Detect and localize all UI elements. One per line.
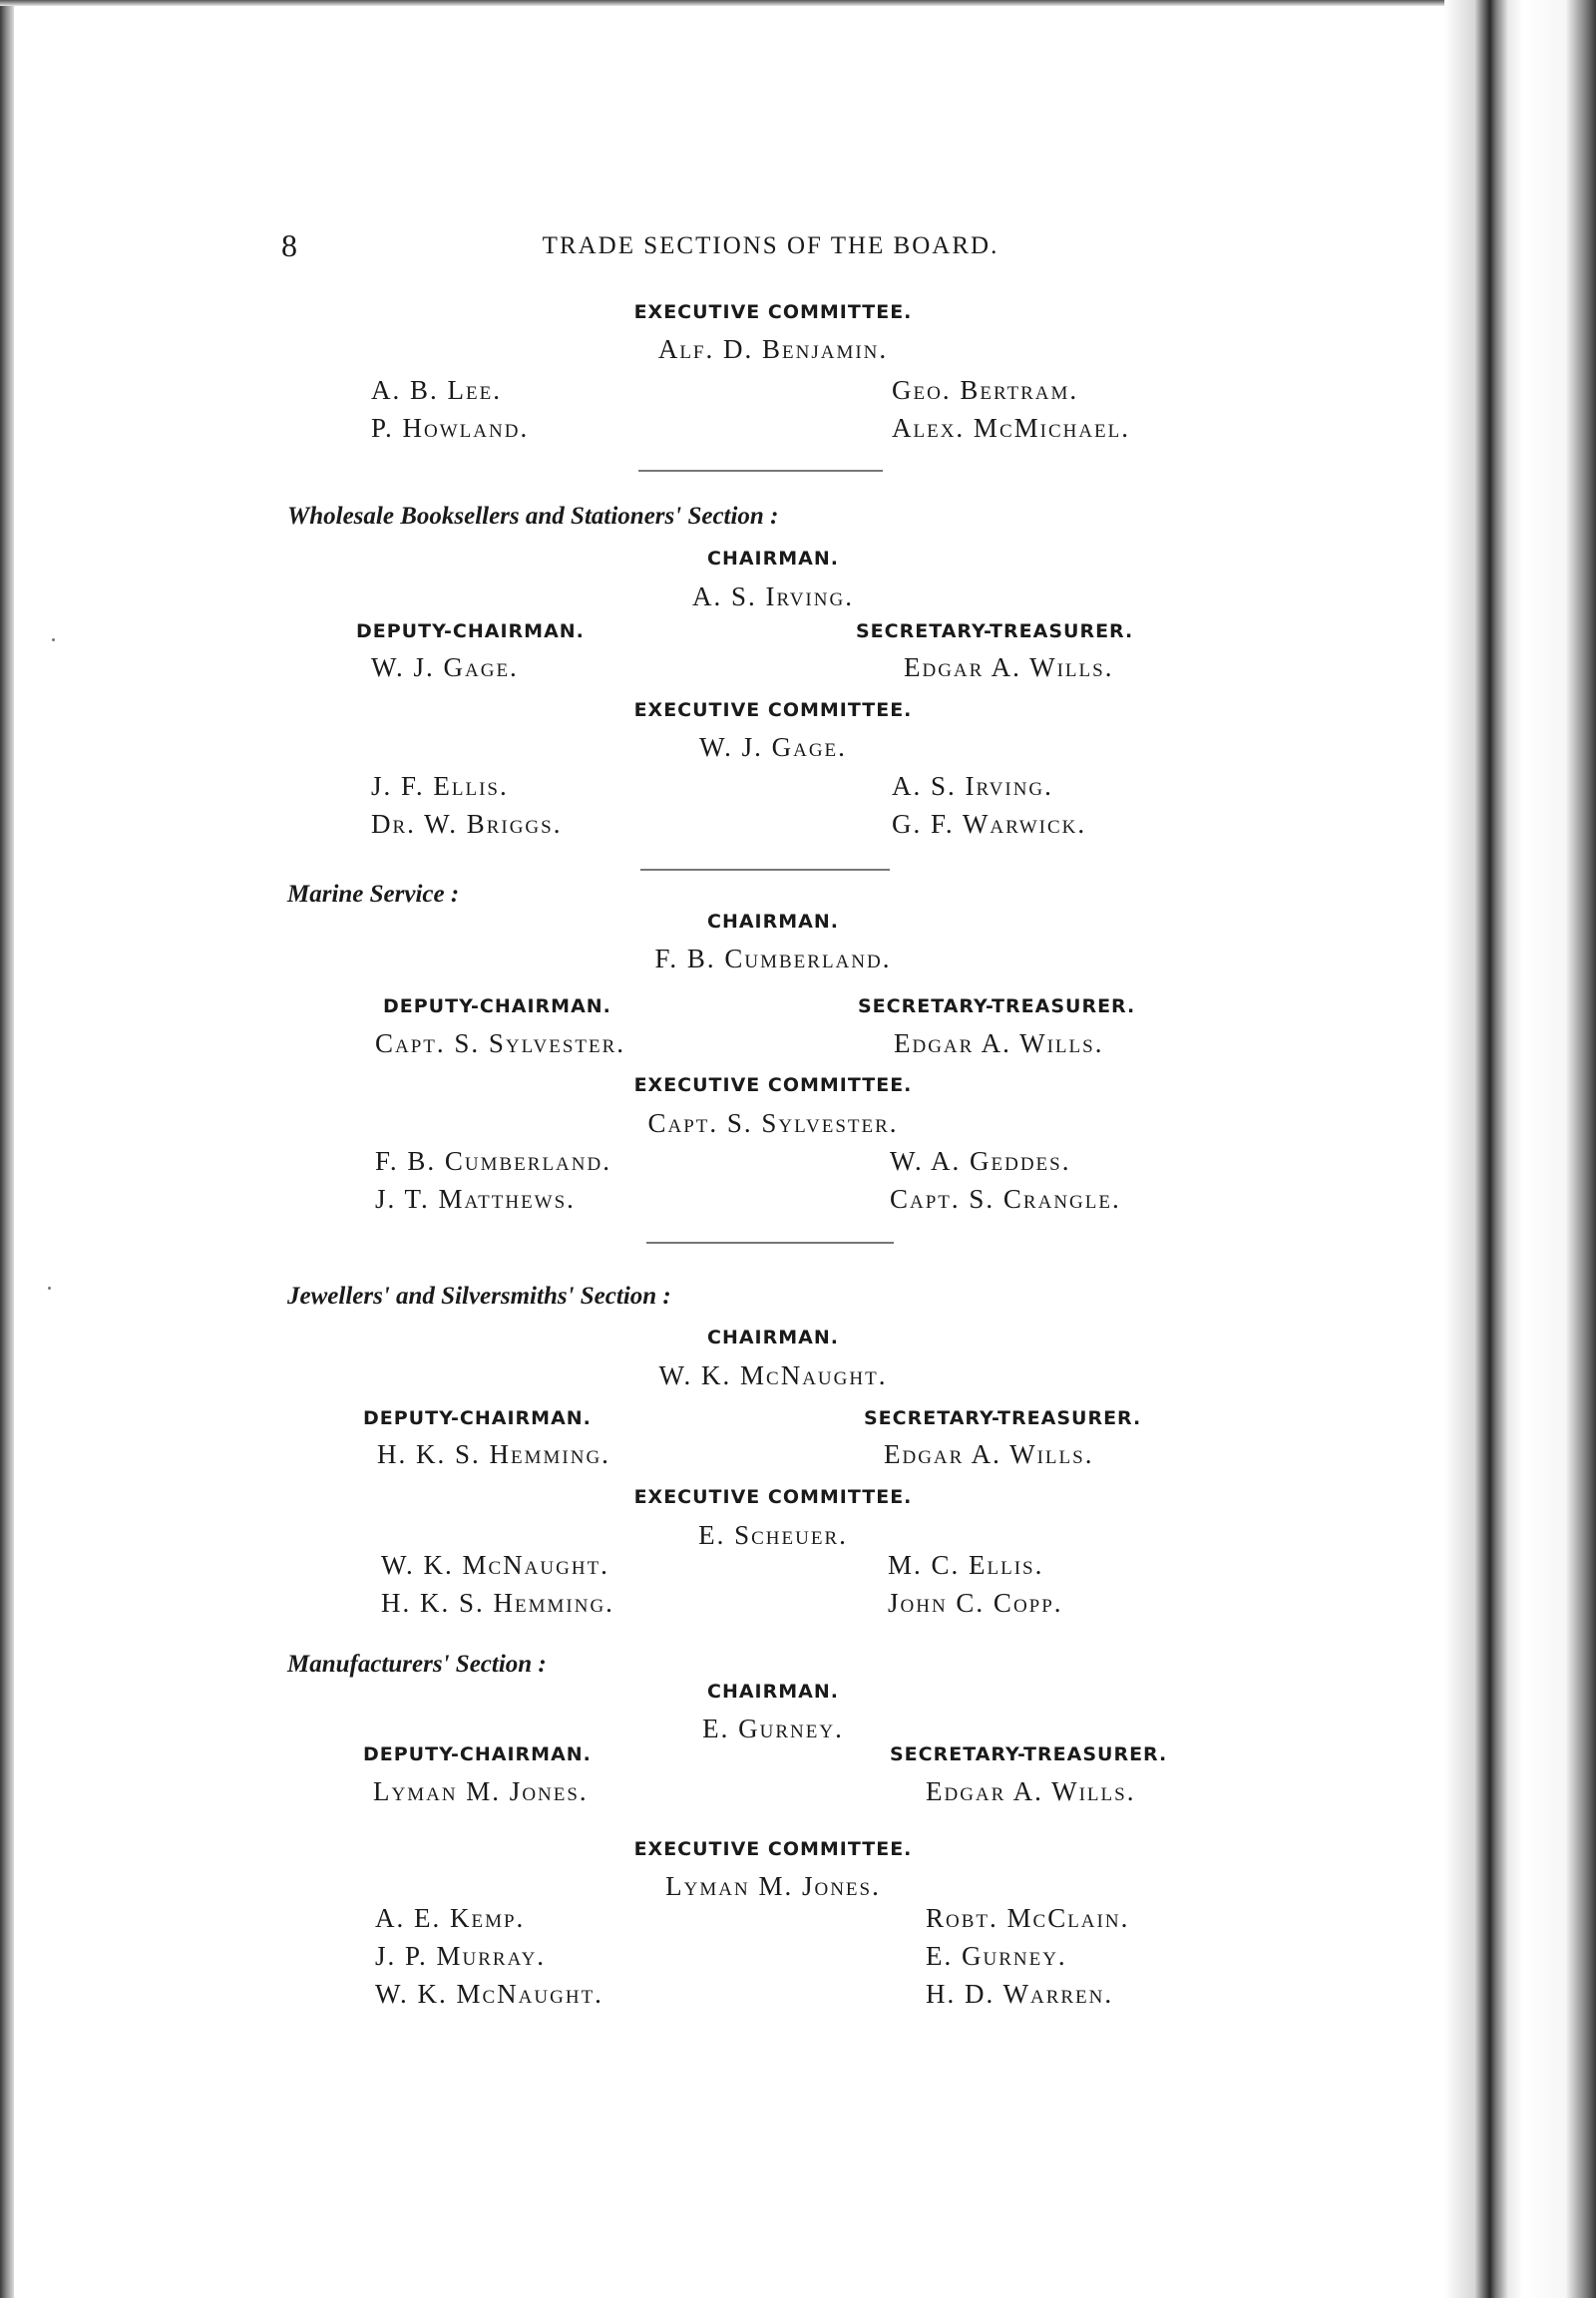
secretary-treasurer-heading: SECRETARY-TREASURER. bbox=[864, 1407, 1142, 1429]
deputy-chairman-heading: DEPUTY-CHAIRMAN. bbox=[363, 1407, 592, 1429]
deputy-chairman-heading: DEPUTY-CHAIRMAN. bbox=[356, 620, 585, 642]
member-left: H. K. S. Hemming. bbox=[381, 1588, 614, 1618]
section-title: Marine Service : bbox=[287, 881, 460, 908]
member-right: Alex. McMichael. bbox=[892, 413, 1131, 443]
deputy-chairman-name: H. K. S. Hemming. bbox=[377, 1439, 610, 1469]
member-right: H. D. Warren. bbox=[926, 1979, 1114, 2009]
chairman-heading: CHAIRMAN. bbox=[707, 548, 839, 570]
member-left: J. F. Ellis. bbox=[371, 771, 509, 801]
secretary-treasurer-heading: SECRETARY-TREASURER. bbox=[856, 620, 1134, 642]
member-left: J. T. Matthews. bbox=[375, 1184, 576, 1214]
member-right: A. S. Irving. bbox=[892, 771, 1053, 801]
divider bbox=[638, 470, 883, 472]
chairman-name: A. S. Irving. bbox=[692, 581, 854, 611]
chairman-name: F. B. Cumberland. bbox=[654, 944, 892, 973]
chairman-heading: CHAIRMAN. bbox=[707, 1327, 839, 1348]
chairman-name: E. Gurney. bbox=[702, 1714, 844, 1743]
book-gutter bbox=[1444, 0, 1596, 2298]
deputy-chairman-name: Lyman M. Jones. bbox=[373, 1776, 589, 1806]
exec-committee-heading: EXECUTIVE COMMITTEE. bbox=[633, 699, 913, 721]
secretary-treasurer-name: Edgar A. Wills. bbox=[884, 1439, 1094, 1469]
member-right: M. C. Ellis. bbox=[888, 1550, 1044, 1580]
member-left: P. Howland. bbox=[371, 413, 530, 443]
deputy-chairman-heading: DEPUTY-CHAIRMAN. bbox=[363, 1743, 592, 1765]
member-left: A. B. Lee. bbox=[371, 375, 502, 405]
page-top-shadow bbox=[0, 0, 1456, 6]
member-left: F. B. Cumberland. bbox=[375, 1146, 611, 1176]
deputy-chairman-heading: DEPUTY-CHAIRMAN. bbox=[383, 995, 611, 1017]
page-edge-shadow bbox=[0, 0, 14, 2298]
deputy-chairman-name: W. J. Gage. bbox=[371, 652, 519, 682]
section-title: Manufacturers' Section : bbox=[287, 1651, 547, 1678]
member-right: Geo. Bertram. bbox=[892, 375, 1079, 405]
member-right: Robt. McClain. bbox=[926, 1903, 1130, 1933]
page-number: 8 bbox=[281, 227, 297, 263]
secretary-treasurer-name: Edgar A. Wills. bbox=[894, 1028, 1104, 1058]
exec-lead: Lyman M. Jones. bbox=[665, 1871, 881, 1901]
scan-speck bbox=[52, 638, 55, 641]
section-title: Wholesale Booksellers and Stationers' Section : bbox=[287, 503, 779, 530]
member-left: W. K. McNaught. bbox=[375, 1979, 603, 2009]
secretary-treasurer-name: Edgar A. Wills. bbox=[926, 1776, 1136, 1806]
exec-committee-heading: EXECUTIVE COMMITTEE. bbox=[633, 1486, 913, 1508]
member-right: W. A. Geddes. bbox=[890, 1146, 1071, 1176]
member-left: J. P. Murray. bbox=[375, 1941, 547, 1971]
scan-speck bbox=[48, 1287, 51, 1290]
exec-lead: E. Scheuer. bbox=[698, 1520, 848, 1550]
secretary-treasurer-name: Edgar A. Wills. bbox=[904, 652, 1114, 682]
member-left: A. E. Kemp. bbox=[375, 1903, 526, 1933]
secretary-treasurer-heading: SECRETARY-TREASURER. bbox=[890, 1743, 1168, 1765]
exec-committee-heading: EXECUTIVE COMMITTEE. bbox=[633, 301, 913, 323]
exec-lead: Capt. S. Sylvester. bbox=[647, 1108, 899, 1138]
exec-committee-heading: EXECUTIVE COMMITTEE. bbox=[633, 1838, 913, 1860]
divider bbox=[646, 1242, 894, 1244]
deputy-chairman-name: Capt. S. Sylvester. bbox=[375, 1028, 626, 1058]
chairman-heading: CHAIRMAN. bbox=[707, 911, 839, 933]
running-head: TRADE SECTIONS OF THE BOARD. bbox=[542, 232, 999, 259]
member-right: Capt. S. Crangle. bbox=[890, 1184, 1121, 1214]
chairman-name: W. K. McNaught. bbox=[658, 1360, 888, 1390]
secretary-treasurer-heading: SECRETARY-TREASURER. bbox=[858, 995, 1136, 1017]
chairman-heading: CHAIRMAN. bbox=[707, 1681, 839, 1703]
section-title: Jewellers' and Silversmiths' Section : bbox=[287, 1283, 671, 1310]
divider bbox=[640, 869, 890, 871]
exec-committee-heading: EXECUTIVE COMMITTEE. bbox=[633, 1074, 913, 1096]
exec-lead: Alf. D. Benjamin. bbox=[657, 334, 889, 364]
member-left: W. K. McNaught. bbox=[381, 1550, 609, 1580]
member-right: G. F. Warwick. bbox=[892, 809, 1087, 839]
member-right: E. Gurney. bbox=[926, 1941, 1067, 1971]
member-left: Dr. W. Briggs. bbox=[371, 809, 563, 839]
exec-lead: W. J. Gage. bbox=[699, 732, 847, 762]
member-right: John C. Copp. bbox=[888, 1588, 1063, 1618]
